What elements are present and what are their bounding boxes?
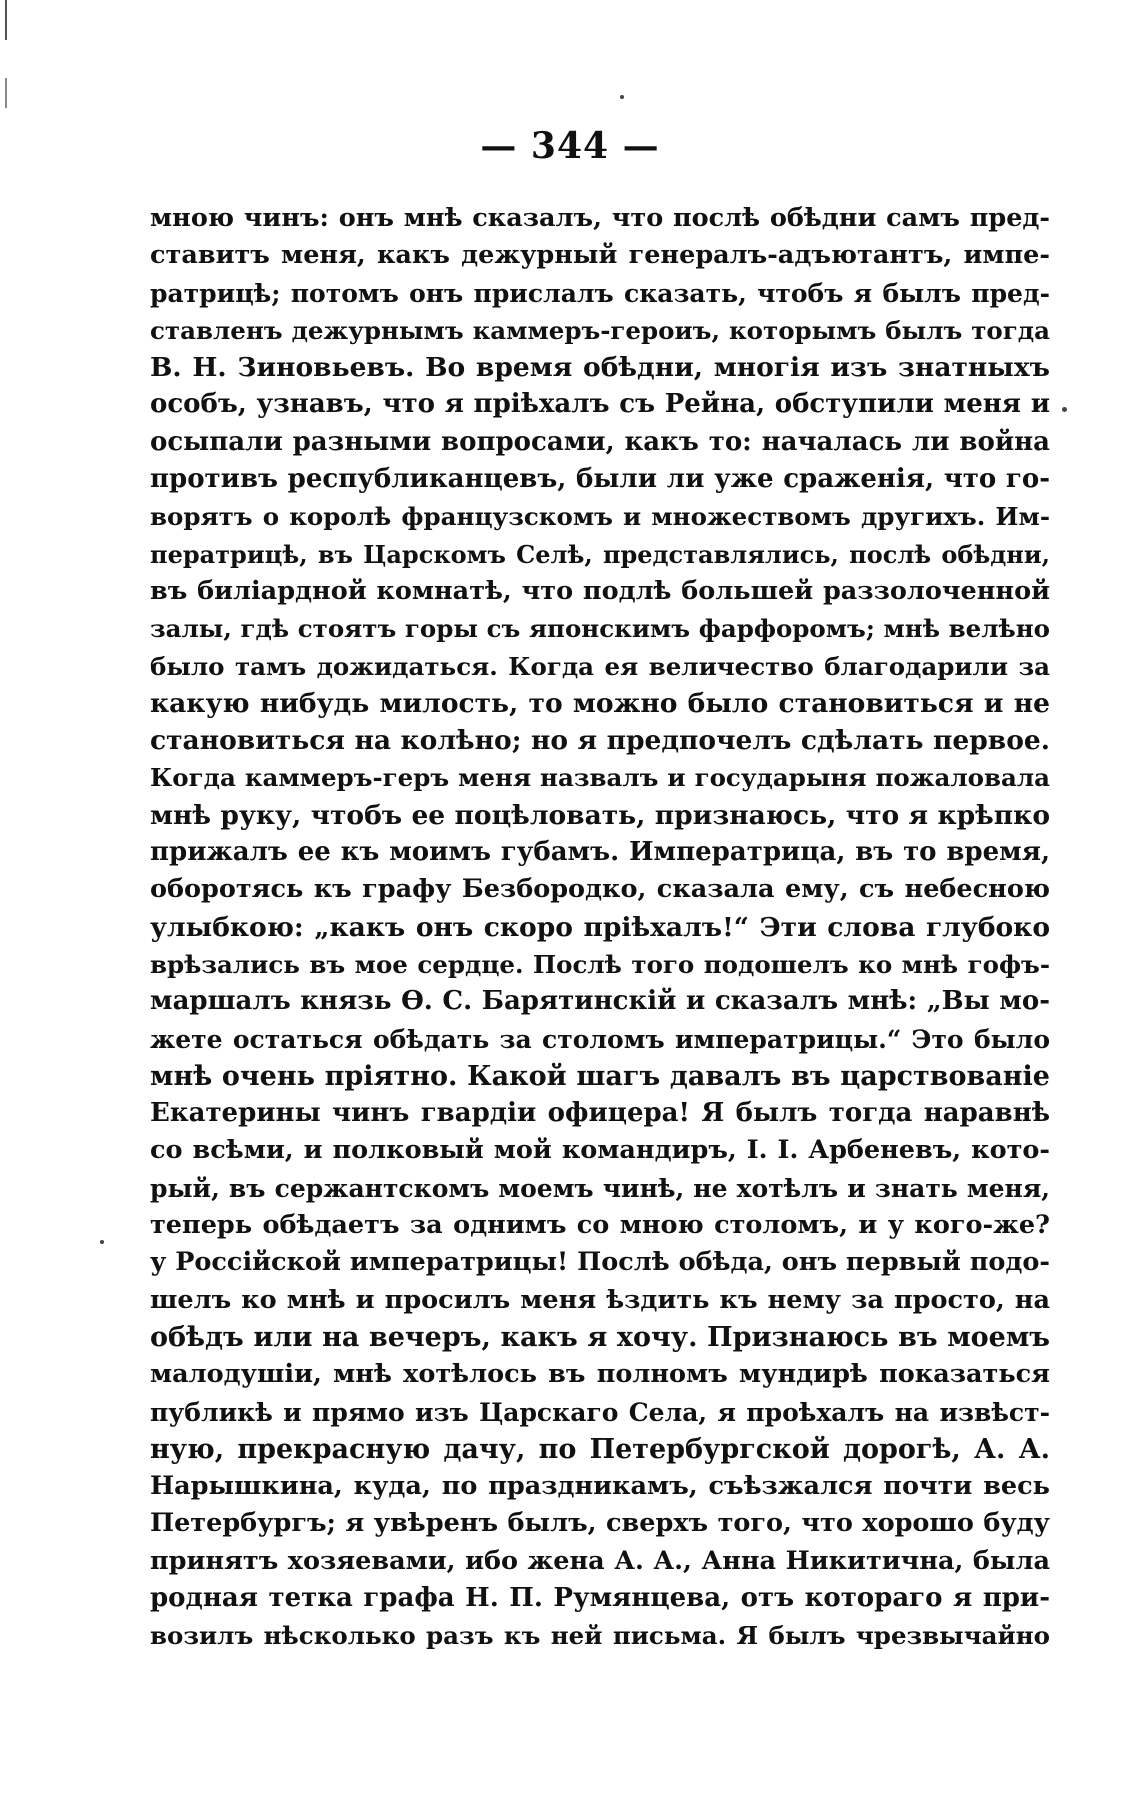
text-line: обѣдъ или на вечеръ, какъ я хочу. Признаюсь въ моемъ — [150, 1321, 1050, 1353]
text-line: залы, гдѣ стоятъ горы съ японскимъ фарфоромъ; мнѣ велѣно — [150, 614, 1050, 644]
text-line: рый, въ сержантскомъ моемъ чинѣ, не хотѣлъ и знать меня, — [150, 1173, 1050, 1203]
text-line: ператрицѣ, въ Царскомъ Селѣ, представлялись, послѣ обѣдни, — [150, 539, 1050, 569]
text-line: В. Н. Зиновьевъ. Во время обѣдни, многія изъ знатныхъ — [150, 352, 1050, 384]
text-line: маршалъ князь Ѳ. С. Барятинскій и сказалъ мнѣ: „Вы мо- — [150, 986, 1050, 1017]
text-line: принятъ хозяевами, ибо жена А. А., Анна Никитична, была — [150, 1545, 1050, 1576]
text-line: мнѣ руку, чтобъ ее поцѣловать, признаюсь, что я крѣпко — [150, 799, 1050, 831]
text-line: Нарышкина, куда, по праздникамъ, съѣзжался почти весь — [150, 1471, 1050, 1502]
text-line: со всѣми, и полковый мой командиръ, І. І. Арбеневъ, кото- — [150, 1135, 1050, 1166]
text-line: публикѣ и прямо изъ Царскаго Села, я проѣхалъ на извѣст- — [150, 1397, 1050, 1427]
text-line: Петербургъ; я увѣренъ былъ, сверхъ того, что хорошо буду — [150, 1508, 1050, 1539]
scan-edge-mark — [5, 0, 7, 40]
text-line: ставленъ дежурнымъ каммеръ-героиъ, которымъ былъ тогда — [150, 315, 1050, 345]
text-line: ворятъ о королѣ французскомъ и множествомъ другихъ. Им- — [150, 502, 1050, 532]
text-line: прижалъ ее къ моимъ губамъ. Императрица, въ то время, — [150, 837, 1050, 868]
text-line: у Россійской императрицы! Послѣ обѣда, онъ первый подо- — [150, 1247, 1050, 1278]
scan-speck — [1062, 407, 1067, 412]
text-line: противъ республиканцевъ, были ли уже сраженія, что го- — [150, 464, 1050, 495]
text-line: врѣзались въ мое сердце. Послѣ того подошелъ ко мнѣ гофъ- — [150, 949, 1050, 979]
text-line: оборотясь къ графу Безбородко, сказала ему, съ небесною — [150, 874, 1050, 905]
text-line: жете остаться обѣдать за столомъ императрицы.“ Это было — [150, 1024, 1050, 1054]
page-number: — 344 — — [480, 125, 660, 167]
text-line: особъ, узнавъ, что я пріѣхалъ съ Рейна, обступили меня и — [150, 389, 1050, 420]
text-line: Когда каммеръ-геръ меня назвалъ и государыня пожаловала — [150, 763, 1050, 793]
text-line: ставитъ меня, какъ дежурный генералъ-адъютантъ, импе- — [150, 240, 1050, 271]
text-line: малодушіи, мнѣ хотѣлось въ полномъ мундирѣ показаться — [150, 1359, 1050, 1390]
text-line: какую нибудь милость, то можно было становиться и не — [150, 687, 1050, 719]
scan-edge-mark — [5, 78, 7, 108]
text-line: теперь обѣдаетъ за однимъ со мною столомъ, и у кого-же? — [150, 1210, 1050, 1241]
text-line: родная тетка графа Н. П. Румянцева, отъ котораго я при- — [150, 1582, 1050, 1613]
text-line: мнѣ очень пріятно. Какой шагъ давалъ въ царствованіе — [150, 1060, 1050, 1092]
text-line: было тамъ дожидаться. Когда ея величество благодарили за — [150, 651, 1050, 681]
text-line: ную, прекрасную дачу, по Петербургской дорогѣ, А. А. — [150, 1433, 1050, 1465]
text-line: ратрицѣ; потомъ онъ прислалъ сказать, чтобъ я былъ пред- — [150, 278, 1050, 308]
text-line: осыпали разными вопросами, какъ то: началась ли война — [150, 426, 1050, 457]
text-line: улыбкою: „какъ онъ скоро пріѣхалъ!“ Эти слова глубоко — [150, 911, 1050, 943]
text-line: въ биліардной комнатѣ, что подлѣ большей раззолоченной — [150, 575, 1050, 606]
text-line: возилъ нѣсколько разъ къ ней письма. Я былъ чрезвычайно — [150, 1621, 1050, 1651]
scan-speck — [620, 95, 624, 99]
text-line: Екатерины чинъ гвардіи офицера! Я былъ тогда наравнѣ — [150, 1098, 1050, 1129]
body-text — [150, 200, 1050, 1655]
text-line: мною чинъ: онъ мнѣ сказалъ, что послѣ обѣдни самъ пред- — [150, 203, 1050, 233]
text-line: шелъ ко мнѣ и просилъ меня ѣздить къ нему за просто, на — [150, 1284, 1050, 1315]
scan-speck — [100, 1240, 104, 1244]
text-line: становиться на колѣно; но я предпочелъ сдѣлать первое. — [150, 725, 1050, 757]
